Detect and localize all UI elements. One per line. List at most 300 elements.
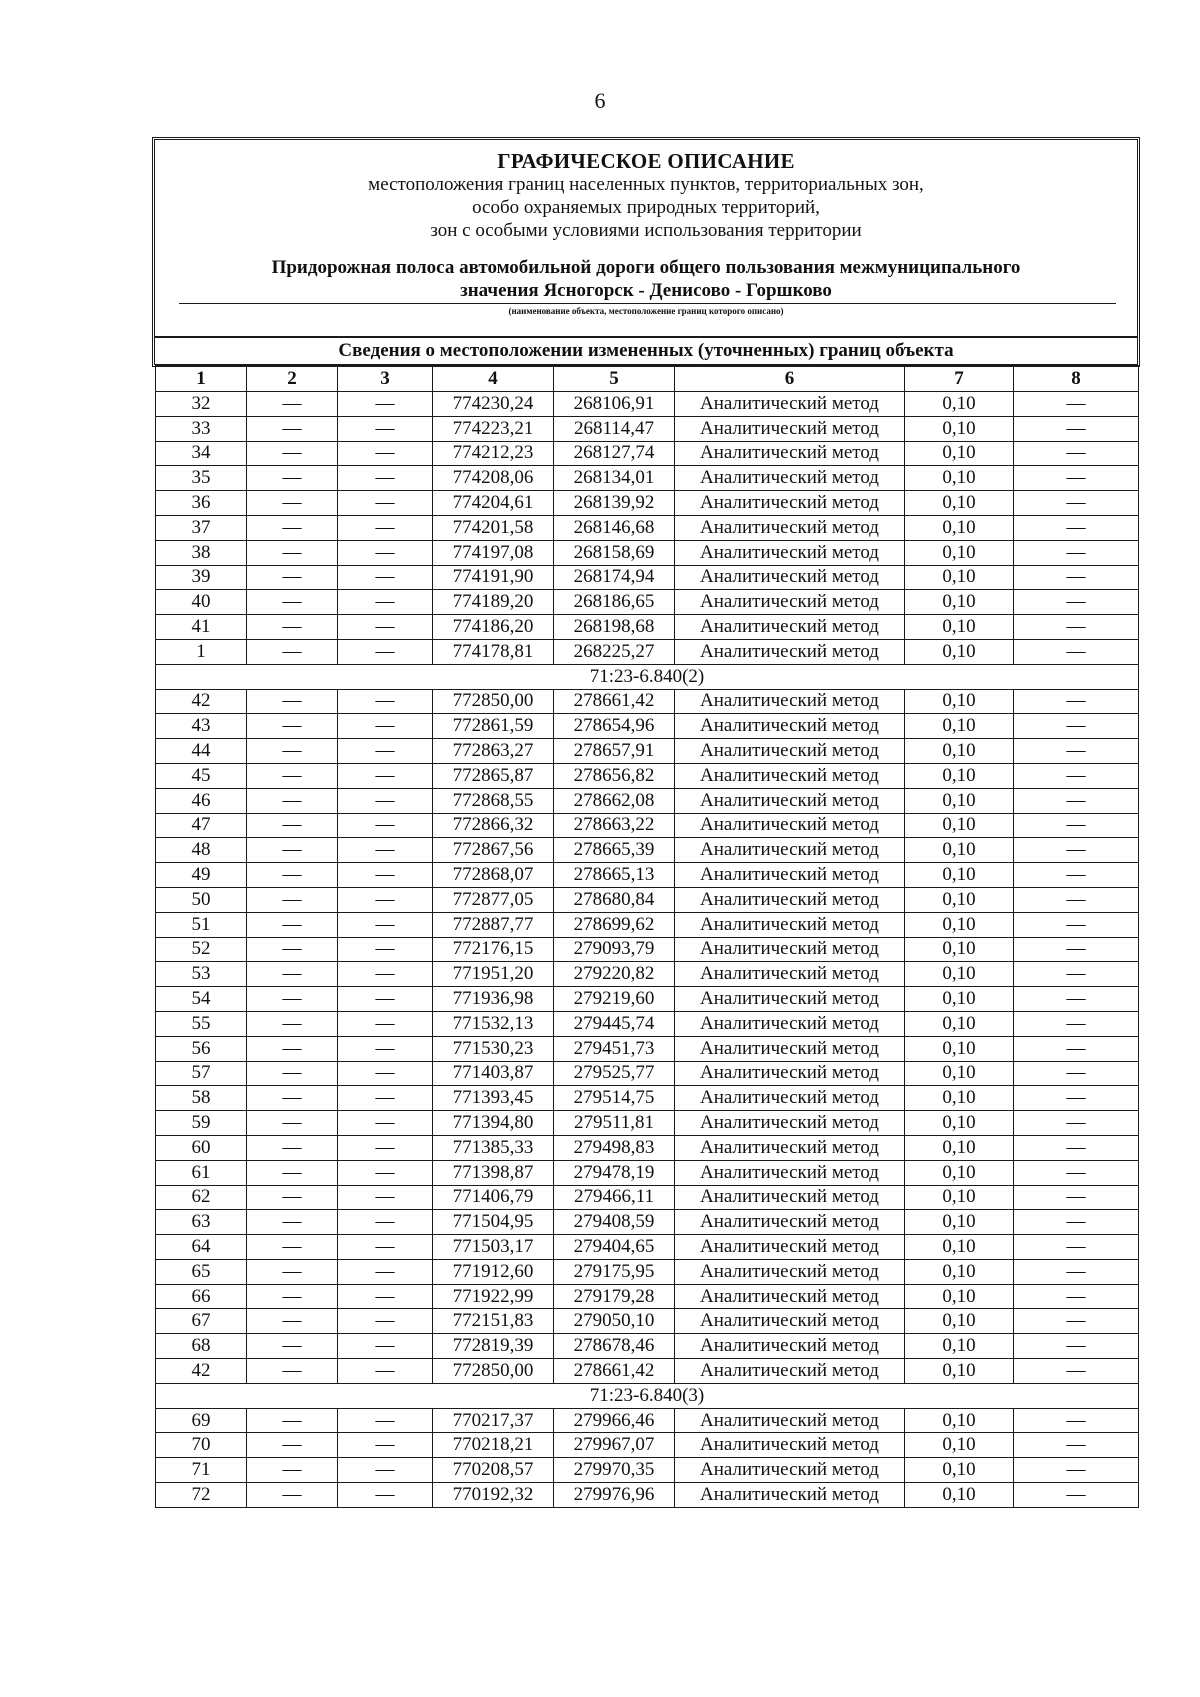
y-coordinate-cell: 268114,47: [554, 416, 675, 441]
col2-cell: —: [247, 763, 338, 788]
col2-cell: —: [247, 1011, 338, 1036]
point-number-cell: 47: [156, 813, 247, 838]
point-number-cell: 59: [156, 1111, 247, 1136]
accuracy-cell: 0,10: [905, 788, 1014, 813]
table-row: [156, 392, 1139, 417]
col8-cell: —: [1014, 1433, 1139, 1458]
col3-cell: —: [338, 441, 433, 466]
col3-cell: —: [338, 1309, 433, 1334]
col2-cell: —: [247, 392, 338, 417]
accuracy-cell: 0,10: [905, 763, 1014, 788]
accuracy-cell: 0,10: [905, 1433, 1014, 1458]
x-coordinate-cell: 771503,17: [433, 1235, 554, 1260]
col8-cell: —: [1014, 1359, 1139, 1384]
col3-cell: —: [338, 1086, 433, 1111]
col3-cell: —: [338, 962, 433, 987]
page-number: 6: [594, 88, 606, 113]
x-coordinate-cell: 772850,00: [433, 689, 554, 714]
y-coordinate-cell: 268139,92: [554, 491, 675, 516]
table-row: [156, 912, 1139, 937]
col2-cell: —: [247, 1334, 338, 1359]
table-row: [156, 1309, 1139, 1334]
x-coordinate-cell: 772151,83: [433, 1309, 554, 1334]
table-row: [156, 1111, 1139, 1136]
y-coordinate-cell: 279511,81: [554, 1111, 675, 1136]
col2-cell: —: [247, 962, 338, 987]
subtitle-line-1: местоположения границ населенных пунктов, территориальных зон,: [368, 174, 924, 195]
col2-cell: —: [247, 714, 338, 739]
point-number-cell: 44: [156, 739, 247, 764]
contour-number: 71:23-6.840(3): [156, 1383, 1139, 1408]
accuracy-cell: 0,10: [905, 689, 1014, 714]
col2-cell: —: [247, 639, 338, 664]
col2-cell: —: [247, 1185, 338, 1210]
y-coordinate-cell: 278654,96: [554, 714, 675, 739]
point-number-cell: 33: [156, 416, 247, 441]
col3-cell: —: [338, 1483, 433, 1508]
method-cell: Аналитический метод: [675, 1433, 905, 1458]
point-number-cell: 61: [156, 1160, 247, 1185]
accuracy-cell: 0,10: [905, 887, 1014, 912]
col2-cell: —: [247, 1135, 338, 1160]
table-row: [156, 1036, 1139, 1061]
y-coordinate-cell: 278699,62: [554, 912, 675, 937]
point-number-cell: 51: [156, 912, 247, 937]
accuracy-cell: 0,10: [905, 1036, 1014, 1061]
col8-cell: —: [1014, 739, 1139, 764]
table-row: [156, 639, 1139, 664]
accuracy-cell: 0,10: [905, 1185, 1014, 1210]
x-coordinate-cell: 770217,37: [433, 1408, 554, 1433]
method-cell: Аналитический метод: [675, 1135, 905, 1160]
accuracy-cell: 0,10: [905, 987, 1014, 1012]
x-coordinate-cell: 771922,99: [433, 1284, 554, 1309]
accuracy-cell: 0,10: [905, 540, 1014, 565]
col8-cell: —: [1014, 1259, 1139, 1284]
method-cell: Аналитический метод: [675, 540, 905, 565]
col8-cell: —: [1014, 1210, 1139, 1235]
table-row: [156, 813, 1139, 838]
x-coordinate-cell: 774230,24: [433, 392, 554, 417]
method-cell: Аналитический метод: [675, 639, 905, 664]
x-coordinate-cell: 771393,45: [433, 1086, 554, 1111]
x-coordinate-cell: 771951,20: [433, 962, 554, 987]
y-coordinate-cell: 279093,79: [554, 937, 675, 962]
col3-cell: —: [338, 813, 433, 838]
accuracy-cell: 0,10: [905, 1259, 1014, 1284]
x-coordinate-cell: 770218,21: [433, 1433, 554, 1458]
col8-cell: —: [1014, 1334, 1139, 1359]
point-number-cell: 63: [156, 1210, 247, 1235]
col3-cell: —: [338, 987, 433, 1012]
col3-cell: —: [338, 590, 433, 615]
table-row: [156, 1235, 1139, 1260]
col8-cell: —: [1014, 1185, 1139, 1210]
point-number-cell: 43: [156, 714, 247, 739]
col3-cell: —: [338, 937, 433, 962]
method-cell: Аналитический метод: [675, 1408, 905, 1433]
col2-cell: —: [247, 1111, 338, 1136]
accuracy-cell: 0,10: [905, 1309, 1014, 1334]
col3-cell: —: [338, 1135, 433, 1160]
accuracy-cell: 0,10: [905, 1086, 1014, 1111]
col8-cell: —: [1014, 1086, 1139, 1111]
col8-cell: —: [1014, 813, 1139, 838]
table-row: [156, 887, 1139, 912]
table-row: [156, 1284, 1139, 1309]
accuracy-cell: 0,10: [905, 838, 1014, 863]
point-number-cell: 69: [156, 1408, 247, 1433]
col2-cell: —: [247, 540, 338, 565]
method-cell: Аналитический метод: [675, 1483, 905, 1508]
y-coordinate-cell: 279478,19: [554, 1160, 675, 1185]
method-cell: Аналитический метод: [675, 565, 905, 590]
contour-number: 71:23-6.840(2): [156, 664, 1139, 689]
accuracy-cell: 0,10: [905, 1359, 1014, 1384]
method-cell: Аналитический метод: [675, 689, 905, 714]
y-coordinate-cell: 279408,59: [554, 1210, 675, 1235]
y-coordinate-cell: 278661,42: [554, 1359, 675, 1384]
col8-cell: —: [1014, 1061, 1139, 1086]
x-coordinate-cell: 774208,06: [433, 466, 554, 491]
header-divider: [155, 336, 1137, 338]
y-coordinate-cell: 278678,46: [554, 1334, 675, 1359]
method-cell: Аналитический метод: [675, 416, 905, 441]
x-coordinate-cell: 774212,23: [433, 441, 554, 466]
col2-cell: —: [247, 1235, 338, 1260]
table-row: [156, 466, 1139, 491]
column-header: 4: [433, 366, 554, 392]
x-coordinate-cell: 772863,27: [433, 739, 554, 764]
col8-cell: —: [1014, 515, 1139, 540]
x-coordinate-cell: 774223,21: [433, 416, 554, 441]
method-cell: Аналитический метод: [675, 937, 905, 962]
point-number-cell: 64: [156, 1235, 247, 1260]
col3-cell: —: [338, 1061, 433, 1086]
contour-group-row: [156, 664, 1139, 689]
col2-cell: —: [247, 1160, 338, 1185]
col8-cell: —: [1014, 416, 1139, 441]
table-row: [156, 1185, 1139, 1210]
accuracy-cell: 0,10: [905, 590, 1014, 615]
x-coordinate-cell: 774197,08: [433, 540, 554, 565]
coordinates-table-body: [156, 366, 1139, 1508]
accuracy-cell: 0,10: [905, 714, 1014, 739]
method-cell: Аналитический метод: [675, 515, 905, 540]
x-coordinate-cell: 771406,79: [433, 1185, 554, 1210]
col8-cell: —: [1014, 1111, 1139, 1136]
x-coordinate-cell: 771530,23: [433, 1036, 554, 1061]
col3-cell: —: [338, 689, 433, 714]
col2-cell: —: [247, 565, 338, 590]
method-cell: Аналитический метод: [675, 788, 905, 813]
table-row: [156, 1483, 1139, 1508]
col3-cell: —: [338, 1011, 433, 1036]
col8-cell: —: [1014, 615, 1139, 640]
point-number-cell: 70: [156, 1433, 247, 1458]
point-number-cell: 49: [156, 863, 247, 888]
x-coordinate-cell: 774201,58: [433, 515, 554, 540]
table-row: [156, 962, 1139, 987]
accuracy-cell: 0,10: [905, 813, 1014, 838]
x-coordinate-cell: 770192,32: [433, 1483, 554, 1508]
col2-cell: —: [247, 689, 338, 714]
column-header: 5: [554, 366, 675, 392]
col8-cell: —: [1014, 1458, 1139, 1483]
y-coordinate-cell: 279179,28: [554, 1284, 675, 1309]
col2-cell: —: [247, 838, 338, 863]
y-coordinate-cell: 268174,94: [554, 565, 675, 590]
method-cell: Аналитический метод: [675, 1359, 905, 1384]
x-coordinate-cell: 771532,13: [433, 1011, 554, 1036]
method-cell: Аналитический метод: [675, 763, 905, 788]
y-coordinate-cell: 278661,42: [554, 689, 675, 714]
point-number-cell: 41: [156, 615, 247, 640]
col2-cell: —: [247, 1458, 338, 1483]
y-coordinate-cell: 279466,11: [554, 1185, 675, 1210]
x-coordinate-cell: 772866,32: [433, 813, 554, 838]
x-coordinate-cell: 774178,81: [433, 639, 554, 664]
col8-cell: —: [1014, 1284, 1139, 1309]
accuracy-cell: 0,10: [905, 466, 1014, 491]
method-cell: Аналитический метод: [675, 1235, 905, 1260]
table-row: [156, 1061, 1139, 1086]
accuracy-cell: 0,10: [905, 1160, 1014, 1185]
col2-cell: —: [247, 1309, 338, 1334]
method-cell: Аналитический метод: [675, 863, 905, 888]
x-coordinate-cell: 774191,90: [433, 565, 554, 590]
y-coordinate-cell: 279514,75: [554, 1086, 675, 1111]
col8-cell: —: [1014, 590, 1139, 615]
y-coordinate-cell: 279967,07: [554, 1433, 675, 1458]
y-coordinate-cell: 279498,83: [554, 1135, 675, 1160]
method-cell: Аналитический метод: [675, 1036, 905, 1061]
accuracy-cell: 0,10: [905, 615, 1014, 640]
y-coordinate-cell: 268127,74: [554, 441, 675, 466]
col2-cell: —: [247, 416, 338, 441]
point-number-cell: 54: [156, 987, 247, 1012]
accuracy-cell: 0,10: [905, 1011, 1014, 1036]
table-row: [156, 1334, 1139, 1359]
x-coordinate-cell: 771504,95: [433, 1210, 554, 1235]
col2-cell: —: [247, 1284, 338, 1309]
method-cell: Аналитический метод: [675, 912, 905, 937]
col2-cell: —: [247, 987, 338, 1012]
accuracy-cell: 0,10: [905, 441, 1014, 466]
col2-cell: —: [247, 466, 338, 491]
col8-cell: —: [1014, 937, 1139, 962]
x-coordinate-cell: 771403,87: [433, 1061, 554, 1086]
point-number-cell: 32: [156, 392, 247, 417]
col2-cell: —: [247, 788, 338, 813]
point-number-cell: 72: [156, 1483, 247, 1508]
method-cell: Аналитический метод: [675, 838, 905, 863]
table-row: [156, 416, 1139, 441]
point-number-cell: 60: [156, 1135, 247, 1160]
point-number-cell: 57: [156, 1061, 247, 1086]
col3-cell: —: [338, 1111, 433, 1136]
section-title: Сведения о местоположении измененных (уточненных) границ объекта: [338, 340, 954, 361]
y-coordinate-cell: 278665,39: [554, 838, 675, 863]
col3-cell: —: [338, 466, 433, 491]
column-header: 3: [338, 366, 433, 392]
col3-cell: —: [338, 788, 433, 813]
object-name-underline: [179, 303, 1116, 304]
col8-cell: —: [1014, 714, 1139, 739]
method-cell: Аналитический метод: [675, 615, 905, 640]
col2-cell: —: [247, 1408, 338, 1433]
point-number-cell: 68: [156, 1334, 247, 1359]
col3-cell: —: [338, 491, 433, 516]
point-number-cell: 71: [156, 1458, 247, 1483]
accuracy-cell: 0,10: [905, 912, 1014, 937]
object-name-caption: (наименование объекта, местоположение границ которого описано): [508, 306, 784, 316]
x-coordinate-cell: 772861,59: [433, 714, 554, 739]
table-row: [156, 863, 1139, 888]
table-row: [156, 1359, 1139, 1384]
x-coordinate-cell: 772176,15: [433, 937, 554, 962]
table-row: [156, 491, 1139, 516]
y-coordinate-cell: 279175,95: [554, 1259, 675, 1284]
col8-cell: —: [1014, 763, 1139, 788]
x-coordinate-cell: 772868,07: [433, 863, 554, 888]
y-coordinate-cell: 268198,68: [554, 615, 675, 640]
accuracy-cell: 0,10: [905, 1235, 1014, 1260]
col8-cell: —: [1014, 1309, 1139, 1334]
point-number-cell: 34: [156, 441, 247, 466]
y-coordinate-cell: 278656,82: [554, 763, 675, 788]
accuracy-cell: 0,10: [905, 515, 1014, 540]
method-cell: Аналитический метод: [675, 962, 905, 987]
table-row: [156, 515, 1139, 540]
table-row: [156, 788, 1139, 813]
point-number-cell: 36: [156, 491, 247, 516]
point-number-cell: 46: [156, 788, 247, 813]
method-cell: Аналитический метод: [675, 590, 905, 615]
y-coordinate-cell: 279970,35: [554, 1458, 675, 1483]
table-row: [156, 689, 1139, 714]
column-header: 6: [675, 366, 905, 392]
point-number-cell: 65: [156, 1259, 247, 1284]
col3-cell: —: [338, 639, 433, 664]
col2-cell: —: [247, 1210, 338, 1235]
col3-cell: —: [338, 763, 433, 788]
col2-cell: —: [247, 441, 338, 466]
col8-cell: —: [1014, 491, 1139, 516]
method-cell: Аналитический метод: [675, 714, 905, 739]
point-number-cell: 67: [156, 1309, 247, 1334]
contour-group-row: [156, 1383, 1139, 1408]
col8-cell: —: [1014, 565, 1139, 590]
document-title: ГРАФИЧЕСКОЕ ОПИСАНИЕ: [497, 149, 795, 173]
col8-cell: —: [1014, 466, 1139, 491]
method-cell: Аналитический метод: [675, 1011, 905, 1036]
x-coordinate-cell: 770208,57: [433, 1458, 554, 1483]
x-coordinate-cell: 772868,55: [433, 788, 554, 813]
accuracy-cell: 0,10: [905, 1061, 1014, 1086]
point-number-cell: 35: [156, 466, 247, 491]
x-coordinate-cell: 771385,33: [433, 1135, 554, 1160]
table-row: [156, 1210, 1139, 1235]
col8-cell: —: [1014, 838, 1139, 863]
table-row: [156, 1135, 1139, 1160]
method-cell: Аналитический метод: [675, 1061, 905, 1086]
y-coordinate-cell: 279451,73: [554, 1036, 675, 1061]
table-row: [156, 838, 1139, 863]
col8-cell: —: [1014, 1408, 1139, 1433]
col8-cell: —: [1014, 1483, 1139, 1508]
table-row: [156, 937, 1139, 962]
col2-cell: —: [247, 515, 338, 540]
y-coordinate-cell: 278665,13: [554, 863, 675, 888]
accuracy-cell: 0,10: [905, 1483, 1014, 1508]
column-header: 7: [905, 366, 1014, 392]
accuracy-cell: 0,10: [905, 1334, 1014, 1359]
table-row: [156, 540, 1139, 565]
object-name-line-2: значения Ясногорск - Денисово - Горшково: [460, 280, 832, 301]
method-cell: Аналитический метод: [675, 1259, 905, 1284]
col8-cell: —: [1014, 1011, 1139, 1036]
accuracy-cell: 0,10: [905, 1458, 1014, 1483]
point-number-cell: 52: [156, 937, 247, 962]
point-number-cell: 1: [156, 639, 247, 664]
y-coordinate-cell: 268225,27: [554, 639, 675, 664]
object-name-line-1: Придорожная полоса автомобильной дороги общего пользования межмуниципального: [271, 257, 1021, 278]
col3-cell: —: [338, 1359, 433, 1384]
col8-cell: —: [1014, 788, 1139, 813]
point-number-cell: 40: [156, 590, 247, 615]
col2-cell: —: [247, 912, 338, 937]
col3-cell: —: [338, 887, 433, 912]
col8-cell: —: [1014, 441, 1139, 466]
x-coordinate-cell: 771936,98: [433, 987, 554, 1012]
accuracy-cell: 0,10: [905, 1408, 1014, 1433]
col2-cell: —: [247, 937, 338, 962]
x-coordinate-cell: 771912,60: [433, 1259, 554, 1284]
point-number-cell: 56: [156, 1036, 247, 1061]
accuracy-cell: 0,10: [905, 392, 1014, 417]
y-coordinate-cell: 279220,82: [554, 962, 675, 987]
table-row: [156, 714, 1139, 739]
x-coordinate-cell: 772877,05: [433, 887, 554, 912]
col3-cell: —: [338, 1334, 433, 1359]
y-coordinate-cell: 279445,74: [554, 1011, 675, 1036]
method-cell: Аналитический метод: [675, 1309, 905, 1334]
col8-cell: —: [1014, 639, 1139, 664]
col3-cell: —: [338, 540, 433, 565]
accuracy-cell: 0,10: [905, 739, 1014, 764]
method-cell: Аналитический метод: [675, 1210, 905, 1235]
table-row: [156, 1458, 1139, 1483]
col3-cell: —: [338, 1210, 433, 1235]
col2-cell: —: [247, 813, 338, 838]
col3-cell: —: [338, 565, 433, 590]
col8-cell: —: [1014, 540, 1139, 565]
point-number-cell: 39: [156, 565, 247, 590]
column-header: 1: [156, 366, 247, 392]
col3-cell: —: [338, 1185, 433, 1210]
accuracy-cell: 0,10: [905, 1135, 1014, 1160]
method-cell: Аналитический метод: [675, 1111, 905, 1136]
table-row: [156, 615, 1139, 640]
y-coordinate-cell: 278680,84: [554, 887, 675, 912]
col3-cell: —: [338, 739, 433, 764]
point-number-cell: 62: [156, 1185, 247, 1210]
col3-cell: —: [338, 615, 433, 640]
col2-cell: —: [247, 491, 338, 516]
method-cell: Аналитический метод: [675, 392, 905, 417]
method-cell: Аналитический метод: [675, 466, 905, 491]
